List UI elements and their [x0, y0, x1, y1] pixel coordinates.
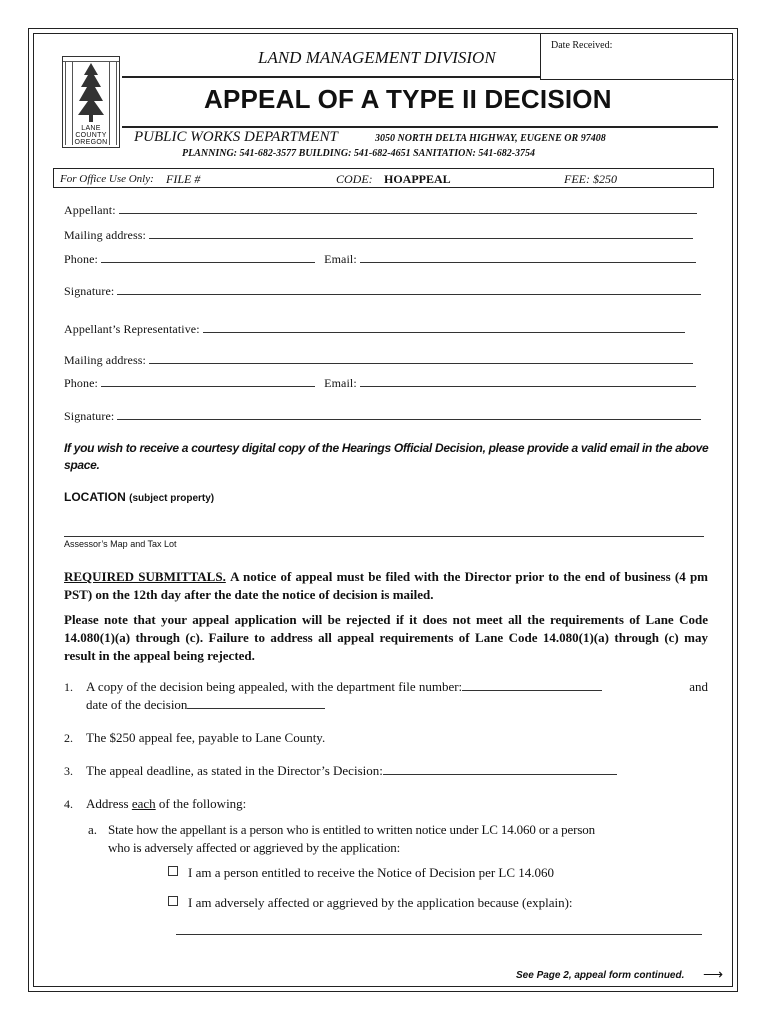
lane-county-logo	[62, 56, 120, 148]
representative-contact-row	[64, 376, 696, 391]
representative-field[interactable]	[203, 322, 685, 333]
representative-mailing-field[interactable]	[149, 353, 693, 364]
department-phones: PLANNING: 541-682-3577 BUILDING: 541-682-4651 SANITATION: 541-682-3754	[182, 148, 536, 159]
appeal-deadline-field[interactable]	[383, 764, 617, 775]
division-name: LAND MANAGEMENT DIVISION	[258, 48, 496, 67]
representative-mailing-row	[64, 353, 693, 368]
appellant-signature-field[interactable]	[117, 284, 701, 295]
code-value: HOAPPEAL	[384, 172, 451, 186]
notice-entitled-label: I am a person entitled to receive the Notice of Decision per LC 14.060	[188, 865, 555, 880]
department-name: PUBLIC WORKS DEPARTMENT	[134, 129, 338, 145]
item-1-and: and	[689, 679, 708, 694]
item-4a	[108, 821, 712, 857]
item-1-text: A copy of the decision being appealed, with the department file number:	[86, 679, 463, 694]
item-4a-line1: State how the appellant is a person who is entitled to written notice under LC 14.060 or a person	[108, 822, 595, 837]
representative-signature-field[interactable]	[117, 409, 701, 420]
arrow-right-icon: ⟶	[703, 968, 724, 983]
appellant-contact-row	[64, 252, 696, 267]
representative-signature-row	[64, 409, 701, 424]
header-rule	[122, 76, 540, 78]
item-4	[86, 795, 246, 813]
explanation-field[interactable]	[176, 934, 702, 935]
item-4-each: each	[131, 796, 156, 811]
item-3-text: The appeal deadline, as stated in the Director’s Decision:	[86, 763, 383, 778]
item-2-number: 2.	[64, 731, 73, 745]
appellant-mailing-field[interactable]	[149, 228, 693, 239]
submittals-intro	[64, 568, 708, 604]
signature-label: Signature:	[64, 284, 115, 298]
fee-label: FEE: $250	[564, 172, 617, 186]
email-label: Email:	[324, 252, 357, 266]
representative-phone-field[interactable]	[101, 376, 315, 387]
appellant-label: Appellant:	[64, 203, 116, 217]
item-4a-line2: who is adversely affected or aggrieved by the application:	[108, 840, 401, 855]
submittals-heading: REQUIRED SUBMITTALS.	[64, 569, 226, 584]
item-4-pre: Address	[86, 796, 132, 811]
submittals-warning: Please note that your appeal application will be rejected if it does not meet all the requirements of Lane Code 14.080(1)(a) through (c). Failure to address all appeal requirements of Lane Code 14.080(1)(a) through (c) may result in the appeal being rejected.	[64, 612, 708, 663]
representative-label: Appellant’s Representative:	[64, 322, 200, 336]
representative-email-field[interactable]	[360, 376, 696, 387]
notice-entitled-checkbox[interactable]	[168, 866, 178, 876]
item-1-date-label: date of the decision	[86, 697, 188, 712]
item-4-number: 4.	[64, 797, 73, 811]
location-sub: (subject property)	[129, 493, 215, 504]
representative-row	[64, 322, 685, 337]
date-received-label: Date Received:	[551, 40, 613, 51]
item-4-post: of the following:	[155, 796, 247, 811]
map-tax-lot-label: Assessor’s Map and Tax Lot	[64, 539, 177, 549]
continued-note: See Page 2, appeal form continued.	[516, 970, 685, 981]
tree-icon	[75, 61, 107, 123]
logo-text: LANE COUNTY OREGON	[74, 125, 108, 146]
file-number-label: FILE #	[166, 172, 201, 186]
mailing-label: Mailing address:	[64, 353, 146, 367]
appellant-mailing-row	[64, 228, 693, 243]
item-3	[86, 762, 617, 780]
map-tax-lot-field[interactable]	[64, 536, 704, 537]
office-use-box	[53, 168, 714, 188]
phone-label: Phone:	[64, 376, 98, 390]
location-heading	[64, 490, 214, 504]
item-2: The $250 appeal fee, payable to Lane County.	[86, 730, 326, 745]
phone-label: Phone:	[64, 252, 98, 266]
office-use-label: For Office Use Only:	[60, 173, 154, 185]
item-1	[86, 678, 708, 714]
appellant-phone-field[interactable]	[101, 252, 315, 263]
decision-date-field[interactable]	[187, 698, 325, 709]
email-note: If you wish to receive a courtesy digital copy of the Hearings Official Decision, please provide a valid email in the above space.	[64, 441, 709, 472]
location-label: LOCATION	[64, 490, 126, 504]
item-3-number: 3.	[64, 764, 73, 778]
form-title: APPEAL OF A TYPE II DECISION	[204, 84, 612, 114]
adversely-affected-checkbox[interactable]	[168, 896, 178, 906]
date-received-box	[540, 34, 734, 80]
appellant-signature-row	[64, 284, 701, 299]
department-file-number-field[interactable]	[462, 680, 602, 691]
item-1-number: 1.	[64, 680, 73, 694]
title-rule	[122, 126, 718, 128]
signature-label: Signature:	[64, 409, 115, 423]
appellant-email-field[interactable]	[360, 252, 696, 263]
code-label: CODE:	[336, 172, 373, 186]
appellant-field[interactable]	[119, 203, 697, 214]
mailing-label: Mailing address:	[64, 228, 146, 242]
item-4a-label: a.	[88, 822, 98, 837]
submittals-intro-text: A notice of appeal must be filed with the Director prior to the end of business (4 pm PST) on the 12th day after the date the notice of decision is mailed.	[64, 569, 709, 602]
appellant-row	[64, 203, 697, 218]
email-label: Email:	[324, 376, 357, 390]
department-address: 3050 NORTH DELTA HIGHWAY, EUGENE OR 97408	[375, 133, 606, 144]
adversely-affected-label: I am adversely affected or aggrieved by the application because (explain):	[188, 895, 573, 910]
